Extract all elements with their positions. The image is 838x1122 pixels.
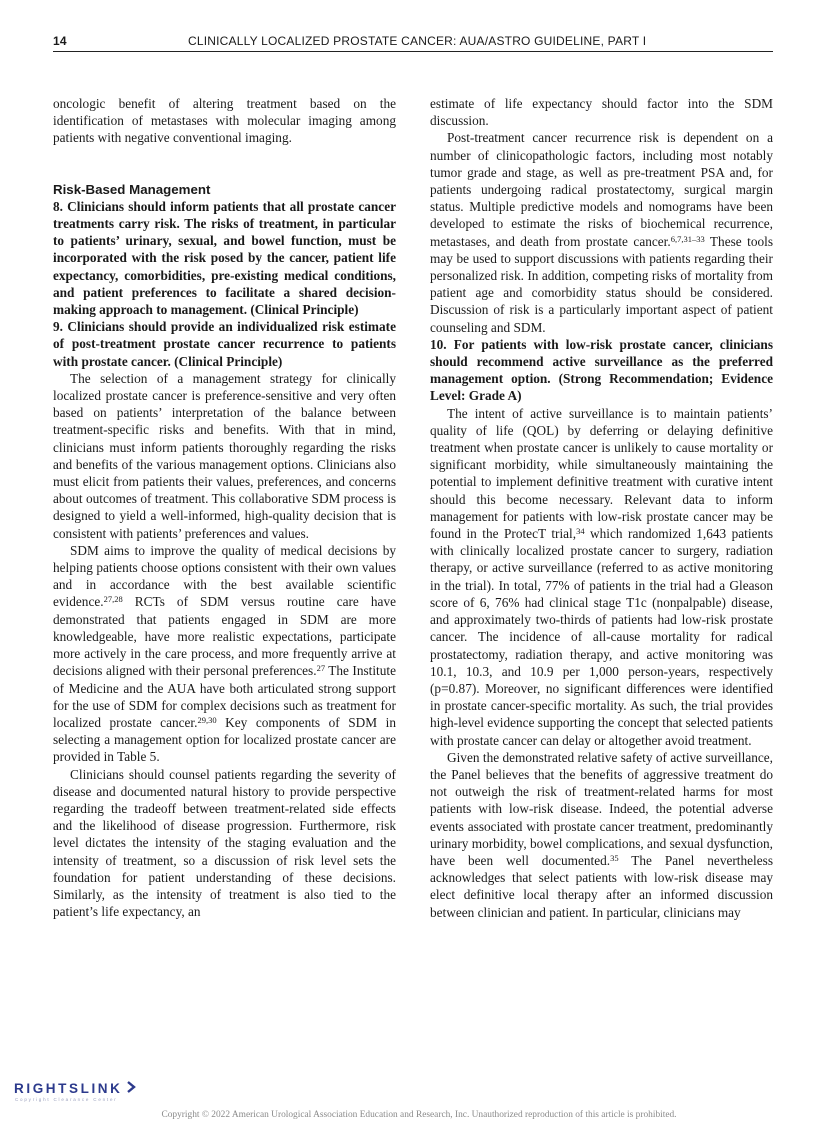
paragraph: The intent of active surveillance is to maintain patients’ quality of life (QOL) by deferring or delaying definitive treatment when prostate cancer is unlikely to cause mortality or significant morbidity, while simultaneously maintaining the potential to implement definitive treatment with curative intent should this become necessary. Relevant data to inform management for patients with low-risk prostate cancer may be found in the ProtecT trial,$^{34}$ which randomized 1,643 patients with clinically localized prostate cancer to surgery, radiation therapy, or active surveillance (referred to as active monitoring in the trial). In total, 77% of patients in the trial had a Gleason score of 6, 76% had clinical stage T1c (nonpalpable) disease, and approximately two-thirds of patients had low-risk prostate cancer. The incidence of all-cause mortality for radical prostatectomy, radiation therapy, and active monitoring was 10.1, 10.3, and 10.9 per 1,000 person-years, respectively (p=0.87). Moreover, no significant differences were identified in prostate cancer-specific mortality. As such, the trial provides high-level evidence supporting the concept that selected patients with prostate cancer can delay or altogether avoid treatment. <box>430 405 774 748</box>
running-title: CLINICALLY LOCALIZED PROSTATE CANCER: AUA/ASTRO GUIDELINE, PART I <box>188 34 647 48</box>
citation[interactable]: 6,7,31–33 <box>670 233 705 244</box>
paragraph: oncologic benefit of altering treatment based on the identification of metastases with molecular imaging among patients with negative conventional imaging. <box>53 96 396 146</box>
guideline-statement-10: 10. For patients with low-risk prostate cancer, clinicians should recommend active surveillance as the preferred management option. (Strong Recommendation; Evidence Level: Grade A) <box>430 336 773 404</box>
paragraph: The selection of a management strategy for clinically localized prostate cancer is preference-sensitive and very often based on patients’ interpretation of the balance between treatment-specific risks and benefits. With that in mind, clinicians must inform patients thoroughly regarding the risks and benefits of the various management options. Clinicians also must elicit from patients their values, preferences, and concerns about outcomes of treatment. This collaborative SDM process is designed to yield a well-informed, high-quality decision that is consistent with patients’ preferences and values. <box>53 370 396 541</box>
paragraph: estimate of life expectancy should factor into the SDM discussion. <box>430 96 773 129</box>
paragraph: Post-treatment cancer recurrence risk is dependent on a number of clinicopathologic factors, including most notably tumor grade and stage, as well as pre-treatment PSA and, for patients undergoing radical prostatectomy, surgical margin status. Multiple predictive models and nomograms have been developed to estimate the risks of biochemical recurrence, metastases, and death from prostate cancer.$^{6,7,31-33}$ These tools may be used to support discussions with patients regarding their personalized risk. In addition, competing risks of mortality from patient age and comorbidity status should be considered. Discussion of risk is a particularly important aspect of patient counseling and SDM. <box>430 130 773 335</box>
guideline-statement-8: 8. Clinicians should inform patients that all prostate cancer treatments carry risk. The risks of treatment, in particular to patients’ urinary, sexual, and bowel function, must be incorporated with the risk posed by the cancer, patient life expectancy, comorbidities, pre-existing medical conditions, and patient preferences to facilitate a shared decision-making approach to management. (Clinical Principle) <box>53 198 396 318</box>
citation[interactable]: 35 <box>610 852 619 863</box>
rightslink-subtitle: Copyright Clearance Center <box>15 1097 118 1102</box>
page-number: 14 <box>53 34 67 48</box>
citation[interactable]: 27,28 <box>103 594 123 605</box>
copyright-footer: Copyright © 2022 American Urological Association Education and Research, Inc. Unauthorized reproduction of this article is prohibited. <box>161 1110 677 1120</box>
citation[interactable]: 34 <box>576 526 585 537</box>
running-header <box>53 33 773 52</box>
section-heading: Risk-Based Management <box>53 181 211 197</box>
rightslink-wordmark: RIGHTSLINK <box>14 1081 123 1096</box>
paragraph: Clinicians should counsel patients regarding the severity of disease and documented natural history to provide perspective regarding the tradeoff between treatment-related side effects and the likelihood of disease progression. Furthermore, risk level dictates the intensity of the staging evaluation and the intensity of treatment, so a discussion of risk level sets the foundation for patient understanding of these decisions. Similarly, as the intensity of treatment is also tied to the patient’s life expectancy, an <box>53 766 396 920</box>
left-column <box>53 95 396 920</box>
citation[interactable]: 29,30 <box>197 714 217 725</box>
right-column <box>430 95 773 921</box>
section-spacer <box>53 147 396 181</box>
paragraph: SDM aims to improve the quality of medical decisions by helping patients choose options consistent with their own values and in accordance with the best available scientific evidence.$^{27,28}$ RCTs of SDM versus routine care have demonstrated that patients engaged in SDM are more knowledgeable, have more realistic expectations, participate more actively in the care process, and more frequently arrive at decisions aligned with their personal preferences.$^{27}$ The Institute of Medicine and the AUA have both articulated strong support for the use of SDM for complex decisions such as treatment for localized prostate cancer.$^{29,30}$ Key components of SDM in selecting a management option for localized prostate cancer are provided in Table 5. <box>53 542 396 765</box>
rightslink-logo[interactable] <box>14 1080 204 1108</box>
chevron-right-icon <box>124 1080 138 1094</box>
paragraph: Given the demonstrated relative safety of active surveillance, the Panel believes that the benefits of aggressive treatment do not outweigh the risk of treatment-related harms for most patients with low-risk disease. Indeed, the potential adverse events associated with prostate cancer treatment, predominantly urinary morbidity, bowel complications, and sexual dysfunction, have been well documented.$^{35}$ The Panel nevertheless acknowledges that select patients with low-risk disease may elect definitive local therapy after an informed discussion between clinician and patient. In particular, clinicians may <box>430 749 773 920</box>
guideline-statement-9: 9. Clinicians should provide an individualized risk estimate of post-treatment prostate cancer recurrence to patients with prostate cancer. (Clinical Principle) <box>53 319 396 369</box>
citation[interactable]: 27 <box>316 663 326 674</box>
